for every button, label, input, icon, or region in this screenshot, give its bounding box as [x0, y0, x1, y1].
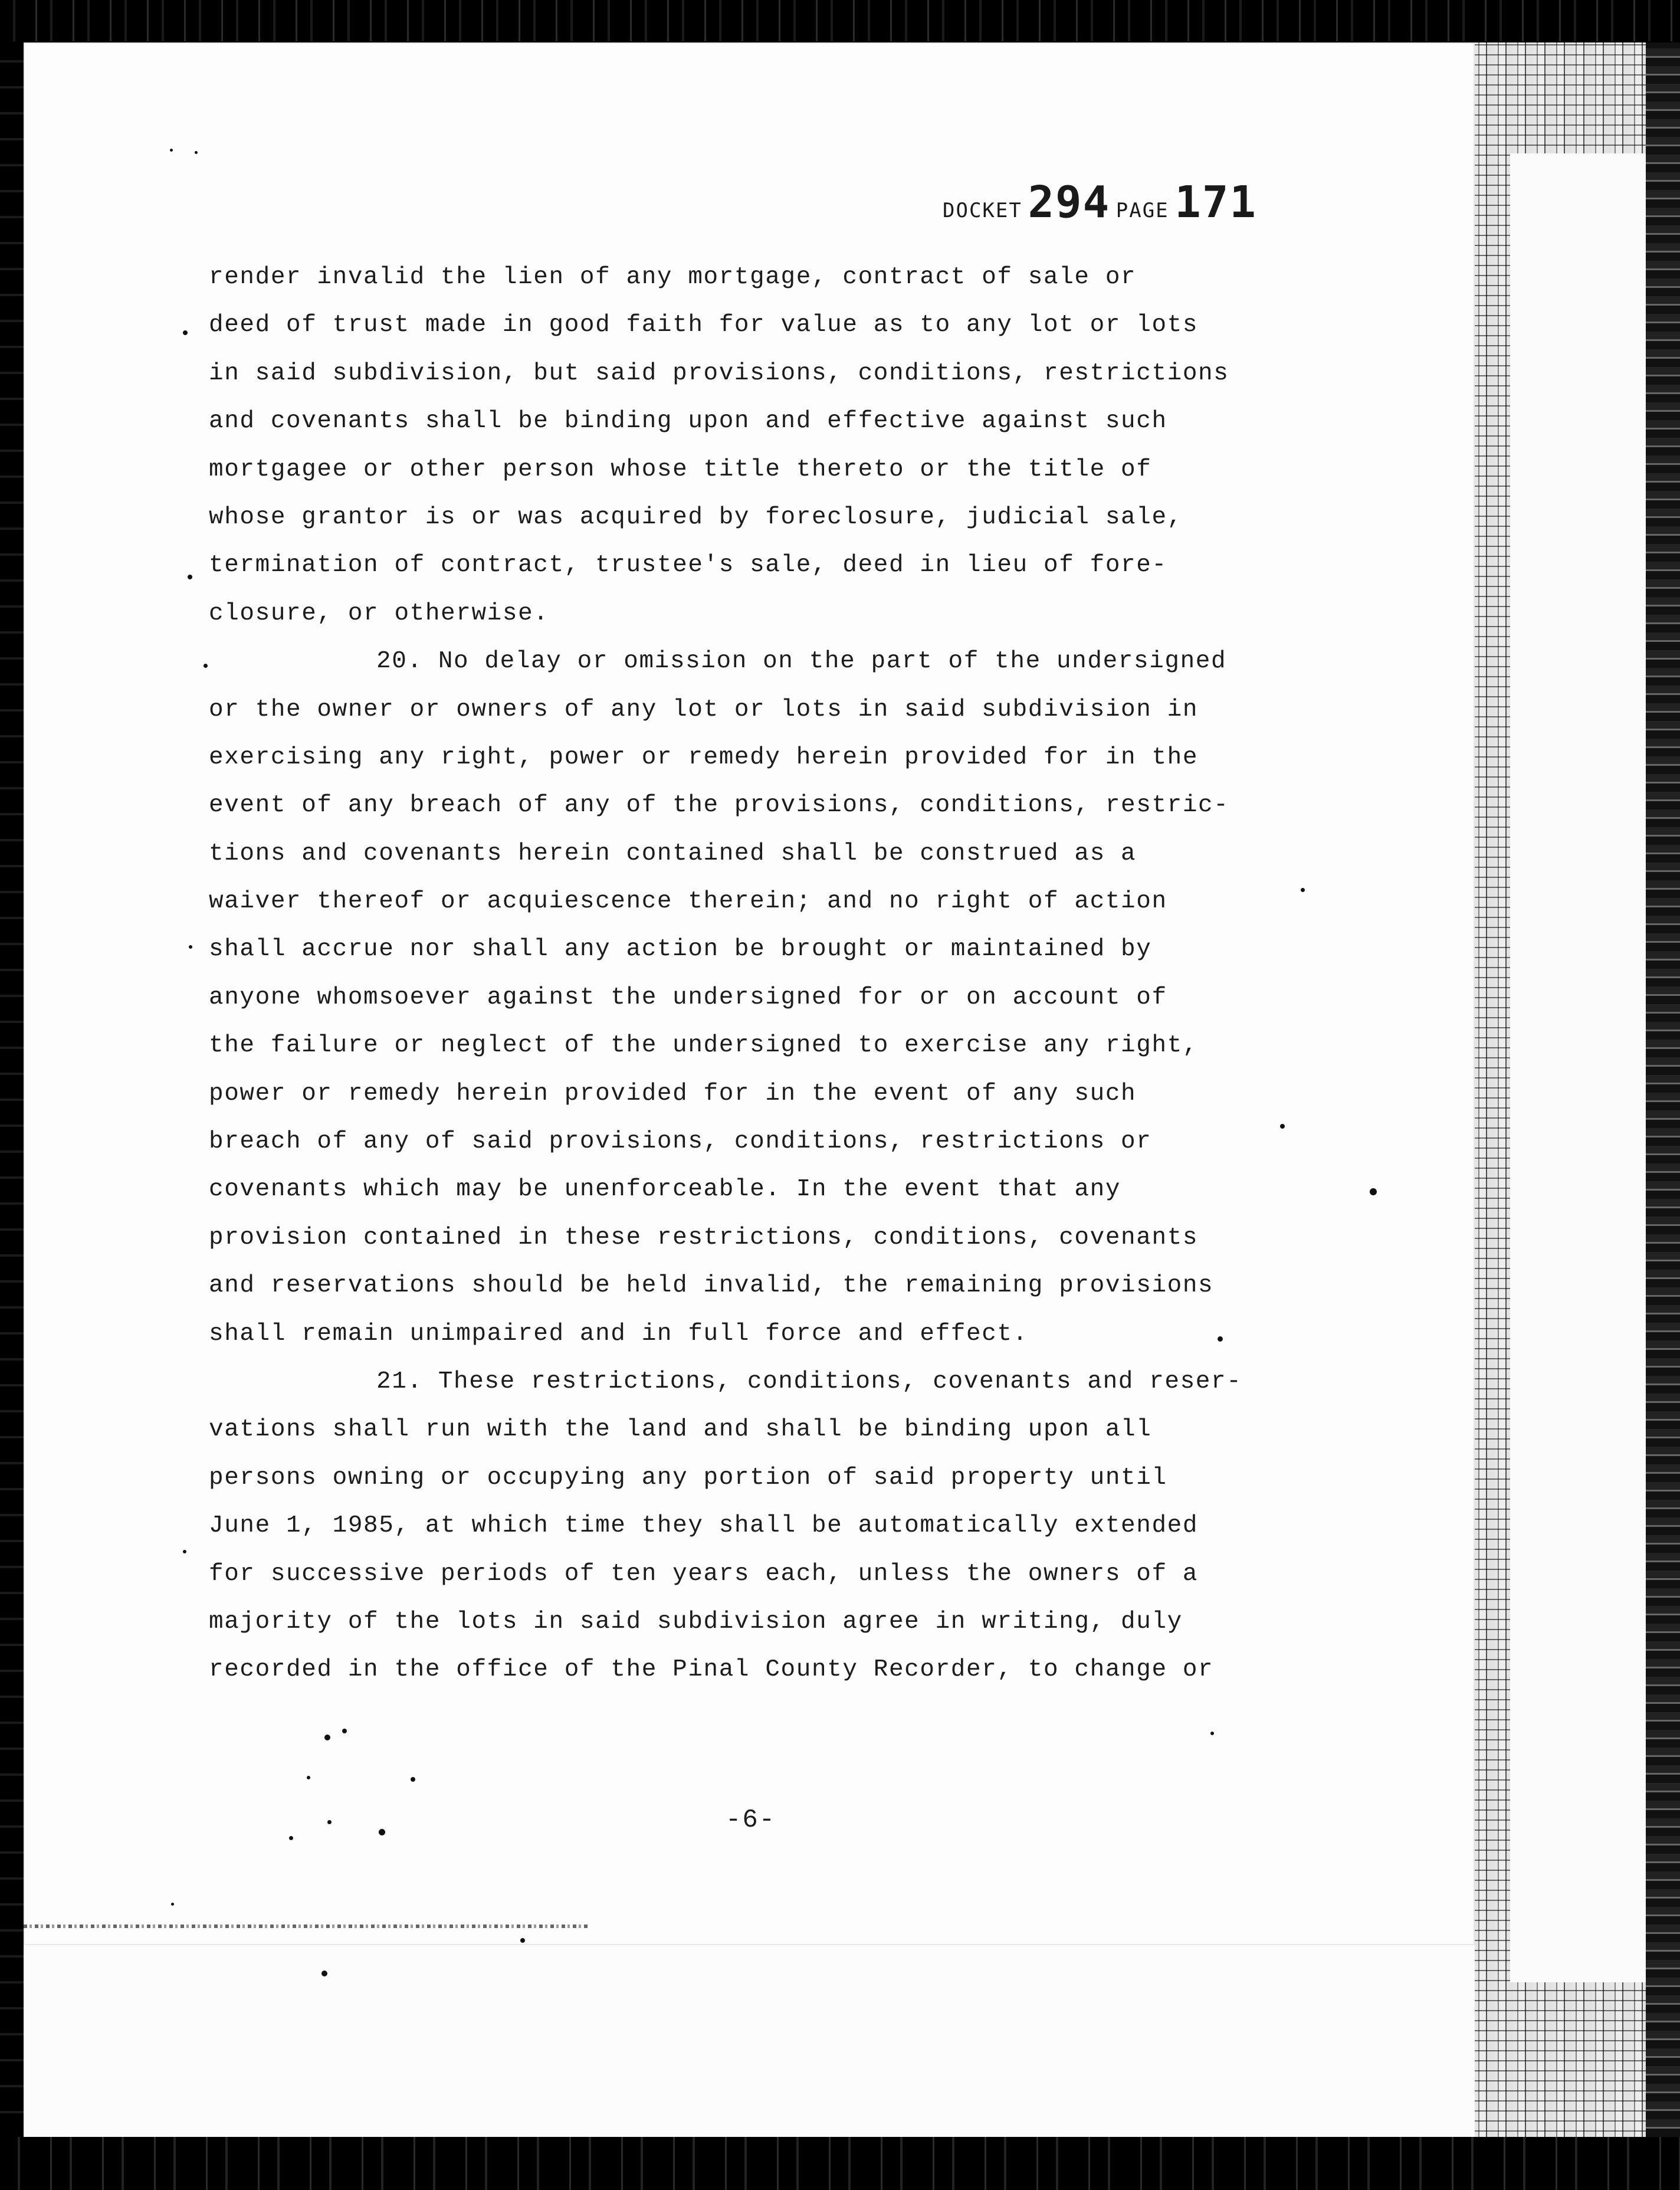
text-line: 21. These restrictions, conditions, covenants and reser- — [376, 1368, 1242, 1395]
text-line: majority of the lots in said subdivision agree in writing, duly — [209, 1608, 1183, 1635]
text-line: waiver thereof or acquiescence therein; and no right of action — [209, 888, 1167, 916]
docket-number: 294 — [1028, 177, 1111, 228]
text-line: in said subdivision, but said provisions, conditions, restrictions — [209, 359, 1229, 387]
docket-stamp — [943, 177, 1257, 228]
text-line: 20. No delay or omission on the part of the undersigned — [376, 648, 1227, 676]
text-line: exercising any right, power or remedy herein provided for in the — [209, 743, 1199, 771]
scan-speck — [1301, 888, 1305, 892]
scan-speck — [520, 1938, 525, 1943]
scan-speck — [321, 1971, 327, 1976]
text-line: mortgagee or other person whose title thereto or the title of — [209, 455, 1152, 483]
docket-page-number: 171 — [1174, 177, 1257, 228]
text-line: provision contained in these restrictions, conditions, covenants — [209, 1224, 1199, 1251]
scan-speck — [1280, 1124, 1285, 1129]
text-line: covenants which may be unenforceable. In the event that any — [209, 1176, 1121, 1204]
scan-speck — [289, 1836, 293, 1840]
scan-right-backing — [1510, 153, 1646, 1982]
page-bottom-edge — [24, 1925, 590, 1928]
scan-speck — [188, 575, 192, 579]
scan-speck — [183, 330, 188, 335]
text-line: shall accrue nor shall any action be brought or maintained by — [209, 936, 1152, 963]
text-line: or the owner or owners of any lot or lots in said subdivision in — [209, 696, 1199, 723]
text-line: power or remedy herein provided for in the event of any such — [209, 1080, 1137, 1107]
document-body — [209, 254, 1365, 1694]
scan-bottom-border — [0, 2137, 1680, 2190]
scan-speck — [411, 1777, 415, 1782]
text-line: render invalid the lien of any mortgage, contract of sale or — [209, 264, 1137, 291]
text-line: and reservations should be held invalid, the remaining provisions — [209, 1272, 1214, 1300]
text-line: recorded in the office of the Pinal County Recorder, to change or — [209, 1656, 1214, 1684]
text-line: deed of trust made in good faith for value as to any lot or lots — [209, 312, 1199, 339]
scan-speck — [195, 151, 198, 154]
scan-speck — [171, 1903, 174, 1906]
text-line: whose grantor is or was acquired by foreclosure, judicial sale, — [209, 503, 1183, 531]
scan-speck — [324, 1735, 330, 1740]
scan-speck — [170, 149, 173, 152]
text-line: June 1, 1985, at which time they shall be automatically extended — [209, 1512, 1199, 1540]
text-line: and covenants shall be binding upon and effective against such — [209, 408, 1167, 435]
page-number: -6- — [726, 1805, 776, 1835]
scan-speck — [183, 1550, 186, 1553]
scan-lower-backing — [24, 1945, 1475, 2137]
scan-speck — [204, 664, 208, 668]
scan-speck — [379, 1829, 385, 1835]
text-line: shall remain unimpaired and in full force and effect. — [209, 1320, 1028, 1348]
scan-speck — [307, 1776, 310, 1779]
text-line: the failure or neglect of the undersigned to exercise any right, — [209, 1032, 1199, 1060]
scan-speck — [327, 1820, 332, 1824]
scan-left-border — [0, 42, 24, 2137]
scan-speck — [1210, 1732, 1214, 1735]
scan-speck — [342, 1729, 347, 1733]
scan-speck — [1218, 1336, 1223, 1342]
text-line: anyone whomsoever against the undersigned for or on account of — [209, 983, 1167, 1011]
text-line: vations shall run with the land and shall be binding upon all — [209, 1416, 1152, 1444]
docket-page-label: PAGE — [1115, 199, 1169, 222]
scan-top-border — [0, 0, 1680, 41]
scan-speck — [1370, 1188, 1377, 1195]
text-line: persons owning or occupying any portion of said property until — [209, 1464, 1167, 1491]
docket-label: DOCKET — [943, 199, 1022, 222]
text-line: breach of any of said provisions, conditions, restrictions or — [209, 1128, 1152, 1156]
text-line: closure, or otherwise. — [209, 599, 549, 627]
scan-speck — [189, 945, 192, 949]
text-line: for successive periods of ten years each, unless the owners of a — [209, 1560, 1199, 1588]
scan-right-border — [1646, 42, 1680, 2137]
text-line: event of any breach of any of the provisions, conditions, restric- — [209, 792, 1229, 819]
text-line: termination of contract, trustee's sale, deed in lieu of fore- — [209, 552, 1167, 579]
text-line: tions and covenants herein contained shall be construed as a — [209, 840, 1137, 867]
